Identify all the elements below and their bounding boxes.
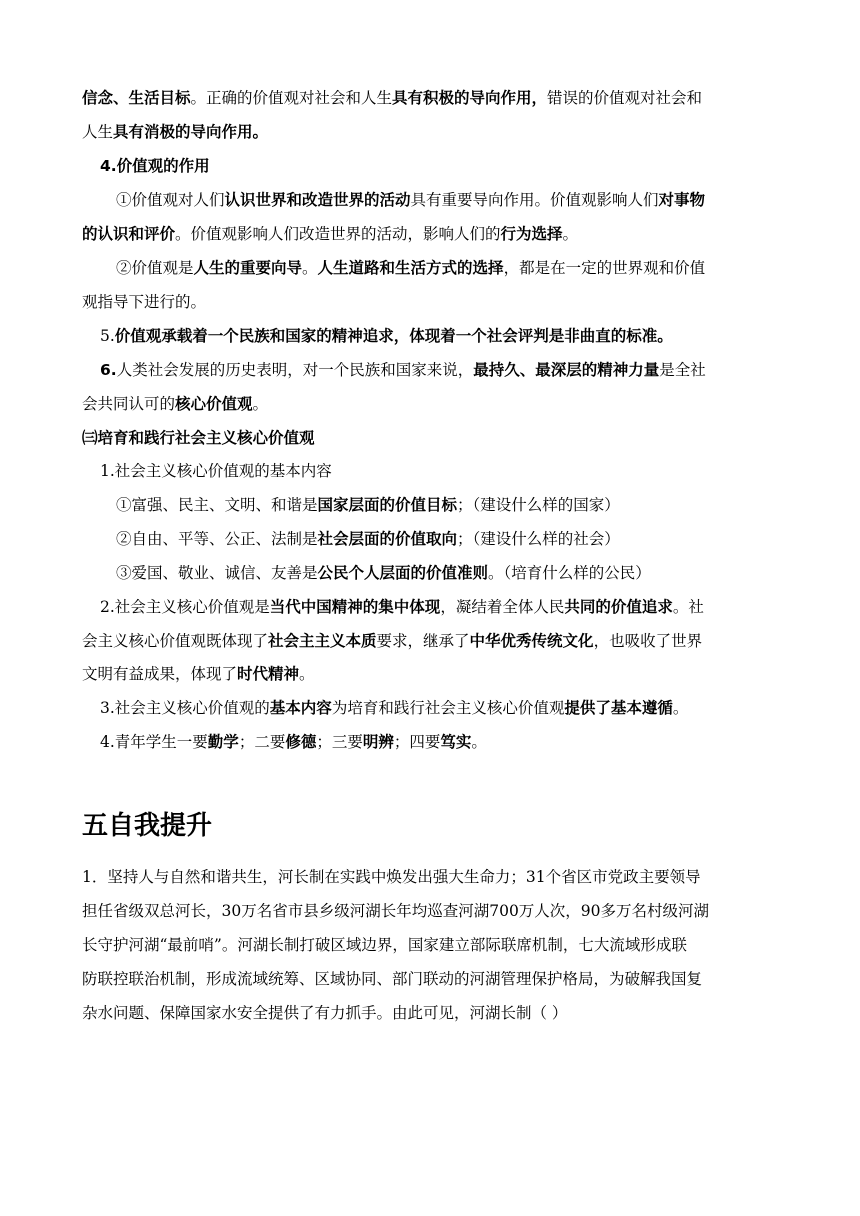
text-span: 人生: [82, 123, 114, 141]
text-span: 要求，继承了: [376, 632, 470, 650]
summary-line: [82, 224, 578, 244]
bold-text: 最持久、最深层的精神力量: [473, 361, 660, 379]
exercise-line: 杂水问题、保障国家水安全提供了有力抓手。由此可见，河湖长制（ ）: [82, 1004, 568, 1022]
bold-text: 行为选择: [500, 225, 563, 243]
text-span: ①富强、民主、文明、和谐是: [116, 496, 318, 514]
bold-text: 社会主主义本质: [268, 632, 377, 650]
text-span: 为培育和践行社会主义核心价值观: [331, 699, 565, 717]
text-span: 。（培育什么样的公民）: [488, 564, 651, 582]
bold-text: 具有积极的导向作用，: [392, 89, 548, 107]
bold-text: 明辨: [362, 733, 394, 751]
text-span: 4.青年学生一要: [100, 733, 208, 751]
text-span: ②自由、平等、公正、法制是: [116, 530, 318, 548]
text-span: ；（建设什么样的社会）: [457, 530, 620, 548]
summary-line: [100, 732, 487, 752]
bold-text: 6.: [100, 361, 117, 379]
text-span: ，凝结着全体人民: [440, 598, 565, 616]
summary-line: [100, 326, 673, 346]
bold-text: 价值观承载着一个民族和国家的精神追求，体现着一个社会评判是非曲直的标准。: [114, 327, 673, 345]
section-heading: 五自我提升: [82, 811, 213, 841]
exercise-line: 长守护河湖“最前哨”。河湖长制打破区域边界，国家建立部际联席机制，七大流域形成联: [82, 936, 687, 954]
text-span: 5.: [100, 327, 115, 345]
text-span: ③爱国、敬业、诚信、友善是: [116, 564, 318, 582]
text-span: 。: [302, 259, 318, 277]
summary-line: [100, 360, 706, 380]
text-span: 会主义核心价值观既体现了: [82, 632, 269, 650]
text-span: ，都是在一定的世界观和价值: [503, 259, 706, 277]
text-span: 2.社会主义核心价值观是: [100, 598, 270, 616]
bold-text: 信念、生活目标: [82, 89, 191, 107]
bold-text: 4.价值观的作用: [100, 157, 210, 175]
text-span: ；四要: [393, 733, 441, 751]
bold-text: 笃实: [440, 733, 472, 751]
summary-line: [82, 631, 702, 651]
bold-text: 提供了基本遵循: [564, 699, 673, 717]
summary-line: [116, 563, 651, 583]
bold-text: 人生道路和生活方式的选择: [317, 259, 504, 277]
text-span: ；三要: [316, 733, 363, 751]
bold-text: 核心价值观: [175, 395, 253, 413]
bold-text: 共同的价值追求: [564, 598, 673, 616]
bold-text: 人生的重要向导: [193, 259, 303, 277]
text-span: 文明有益成果，体现了: [82, 665, 238, 683]
summary-line: [82, 122, 268, 142]
exercise-line: 防联控联治机制，形成流域统筹、区域协同、部门联动的河湖管理保护格局，为破解我国复: [82, 970, 703, 988]
bold-text: 具有消极的导向作用。: [113, 123, 269, 141]
bold-text: 修德: [285, 733, 317, 751]
summary-line: [100, 461, 332, 481]
exercise-line: 1．坚持人与自然和谐共生，河长制在实践中焕发出强大生命力；31个省区市党政主要领导: [82, 868, 701, 886]
text-span: 1.社会主义核心价值观的基本内容: [100, 462, 332, 480]
text-span: 。: [252, 395, 269, 413]
bold-text: 基本内容: [269, 699, 332, 717]
bold-text: 的认识和评价: [82, 225, 176, 243]
text-span: 人类社会发展的历史表明，对一个民族和国家来说，: [116, 361, 474, 379]
summary-line: [82, 428, 315, 448]
text-span: 。: [672, 699, 689, 717]
text-span: 具有重要导向作用。价值观影响人们: [410, 191, 659, 209]
bold-text: 当代中国精神的集中体现: [269, 598, 441, 616]
summary-line: [100, 698, 688, 718]
bold-text: 对事物: [658, 191, 706, 209]
summary-line: [82, 394, 268, 414]
bold-text: 社会层面的价值取向: [317, 530, 458, 548]
text-span: ②价值观是: [116, 259, 194, 277]
text-span: ；二要: [238, 733, 286, 751]
bold-text: 国家层面的价值目标: [317, 496, 458, 514]
text-span: 。: [471, 733, 487, 751]
text-span: 观指导下进行的。: [82, 293, 207, 311]
text-span: 。社: [672, 598, 704, 616]
bold-text: 认识世界和改造世界的活动: [224, 191, 411, 209]
bold-text: ㈢培育和践行社会主义核心价值观: [82, 429, 315, 447]
bold-text: 勤学: [207, 733, 239, 751]
summary-line: [82, 292, 206, 312]
summary-line: [116, 258, 705, 278]
summary-line: [116, 190, 705, 210]
summary-line: [82, 664, 315, 684]
bold-text: 公民个人层面的价值准则: [317, 564, 489, 582]
text-span: 。价值观影响人们改造世界的活动，影响人们的: [175, 225, 501, 243]
summary-line: [100, 156, 210, 176]
summary-line: [100, 597, 704, 617]
exercise-line: 担任省级双总河长，30万名省市县乡级河湖长年均巡查河湖700万人次，90多万名村级河湖: [82, 902, 710, 920]
summary-line: [116, 529, 620, 549]
text-span: 会共同认可的: [82, 395, 176, 413]
text-span: 。正确的价值观对社会和人生: [190, 89, 393, 107]
text-span: 。: [299, 665, 315, 683]
text-span: 错误的价值观对社会和: [547, 89, 703, 107]
text-span: 是全社: [659, 361, 706, 379]
text-span: 。: [562, 225, 579, 243]
summary-line: [116, 495, 620, 515]
text-span: 3.社会主义核心价值观的: [100, 699, 270, 717]
text-span: ；（建设什么样的国家）: [457, 496, 620, 514]
summary-line: [82, 88, 702, 108]
bold-text: 时代精神: [237, 665, 300, 683]
bold-text: 中华优秀传统文化: [469, 632, 594, 650]
text-span: ，也吸收了世界: [593, 632, 703, 650]
text-span: ①价值观对人们: [116, 191, 225, 209]
